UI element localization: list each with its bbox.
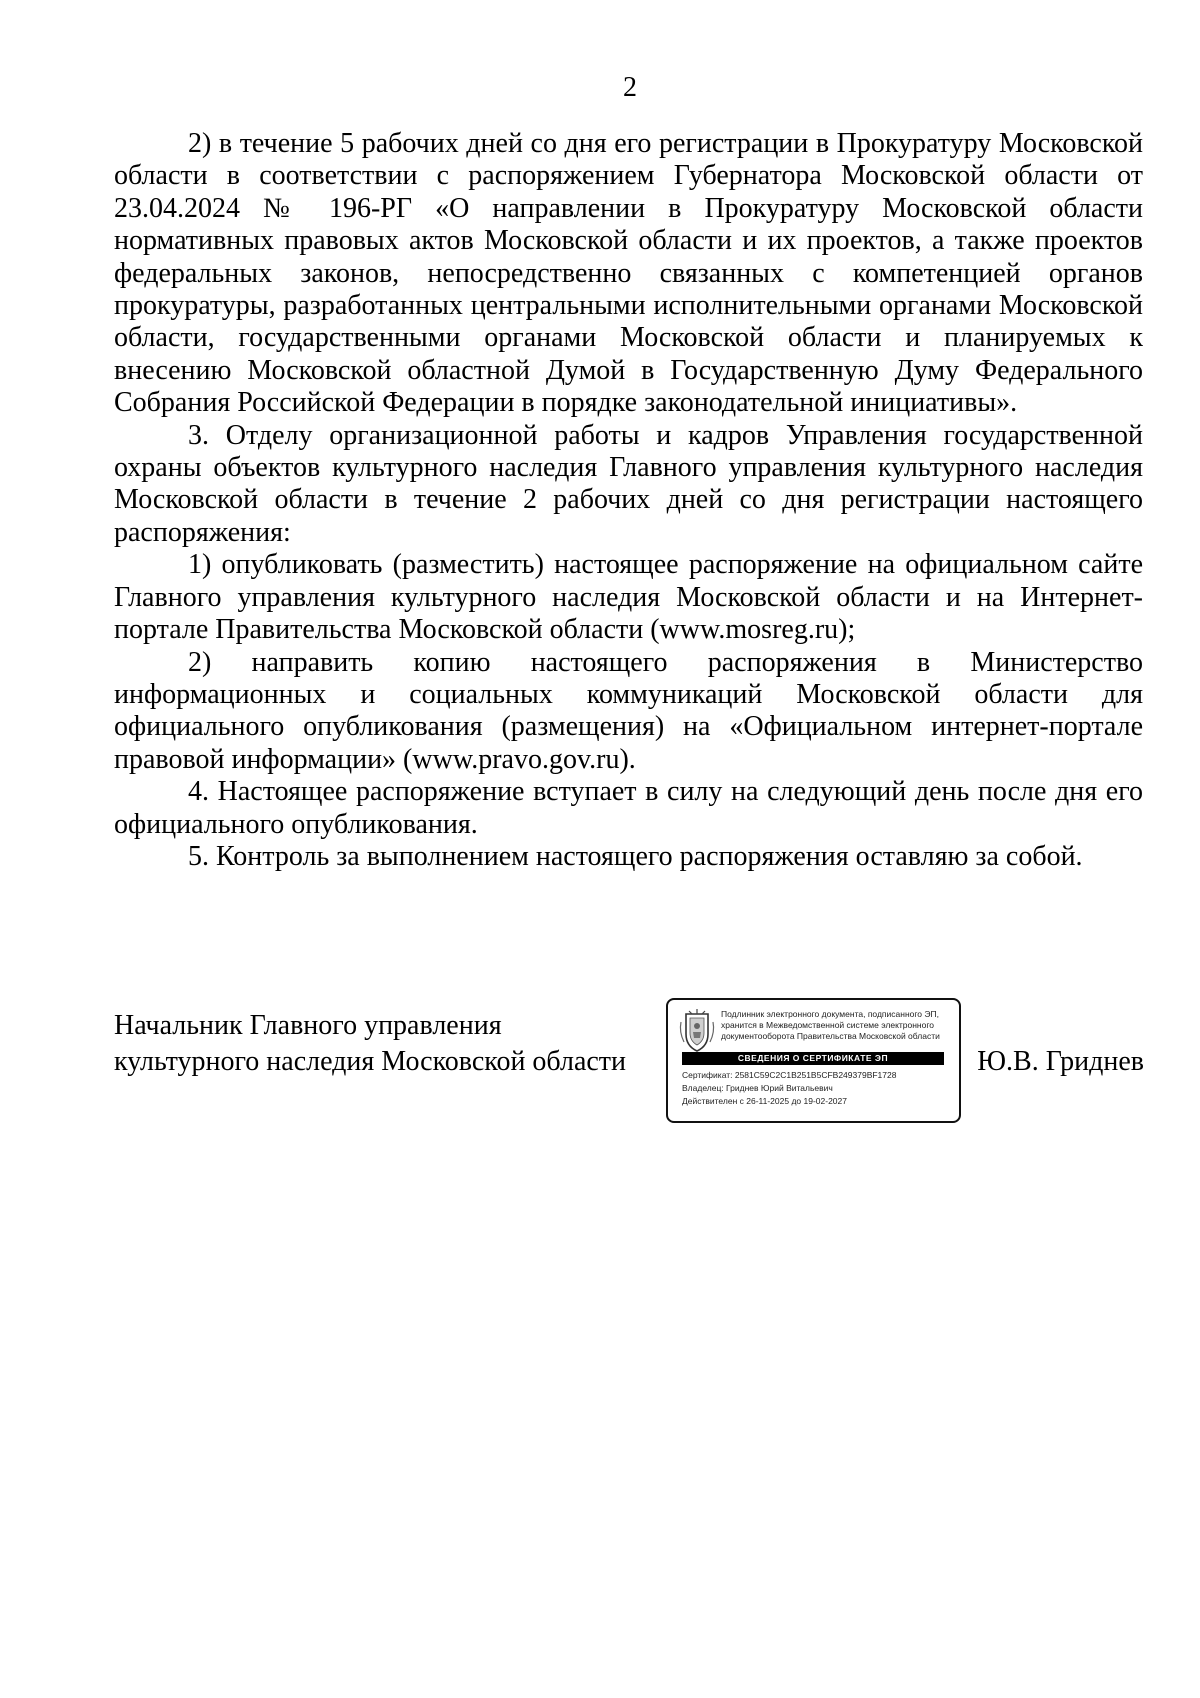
certificate-owner: Владелец: Гриднев Юрий Витальевич	[682, 1083, 833, 1093]
stamp-note	[721, 1009, 956, 1042]
page-number: 2	[623, 72, 637, 103]
paragraph-3-department-tasks: 3. Отделу организационной работы и кадров Управления государственной охраны объектов культурного наследия Главного управления культурного наследия Московской области в течение 2 рабочих дней со дня регистрации настоящего распоряжения:	[114, 419, 1143, 548]
stamp-note-line3: документооборота Правительства Московской области	[721, 1031, 940, 1041]
coat-of-arms-icon	[678, 1008, 716, 1054]
signature-block	[114, 998, 1144, 1130]
paragraph-item-2-send-copy: 2) направить копию настоящего распоряжения в Министерство информационных и социальных коммуникаций Московской области для официального опубликования (размещения) на «Официальном интернет-портале правовой информации» (www.pravo.gov.ru).	[114, 646, 1143, 775]
electronic-signature-stamp	[666, 998, 961, 1123]
signatory-title	[114, 1008, 626, 1080]
signatory-title-line2: культурного наследия Московской области	[114, 1046, 627, 1077]
paragraph-5-control: 5. Контроль за выполнением настоящего распоряжения оставляю за собой.	[188, 840, 1083, 872]
stamp-note-line1: Подлинник электронного документа, подписанного ЭП,	[721, 1009, 939, 1019]
certificate-validity: Действителен с 26-11-2025 до 19-02-2027	[682, 1096, 847, 1106]
paragraph-4-effective-date: 4. Настоящее распоряжение вступает в силу на следующий день после дня его официального опубликования.	[114, 776, 1143, 840]
paragraph-item-1-publish: 1) опубликовать (разместить) настоящее распоряжение на официальном сайте Главного управления культурного наследия Московской области и на Интернет-портале Правительства Московской области (www.mosreg.ru);	[114, 549, 1143, 646]
document-body	[114, 128, 1143, 873]
stamp-note-line2: хранится в Межведомственной системе электронного	[721, 1020, 934, 1030]
stamp-header: СВЕДЕНИЯ О СЕРТИФИКАТЕ ЭП	[682, 1052, 944, 1065]
signatory-name: Ю.В. Гриднев	[977, 1046, 1144, 1077]
paragraph-item-2-prosecutor: 2) в течение 5 рабочих дней со дня его регистрации в Прокуратуру Московской области в соответствии с распоряжением Губернатора Московской области от 23.04.2024 № 196-РГ «О направлении в Прокуратуру Московской области нормативных правовых актов Московской области и их проектов, а также проектов федеральных законов, непосредственно связанных с компетенцией органов прокуратуры, разработанных центральными исполнительными органами Московской области, государственными органами Московской области и планируемых к внесению Московской областной Думой в Государственную Думу Федерального Собрания Российской Федерации в порядке законодательной инициативы».	[114, 128, 1143, 419]
signatory-title-line1: Начальник Главного управления	[114, 1010, 502, 1041]
certificate-number: Сертификат: 2581C59C2C1B251B5CFB249379BF1728	[682, 1070, 897, 1080]
stamp-details	[682, 1069, 952, 1108]
